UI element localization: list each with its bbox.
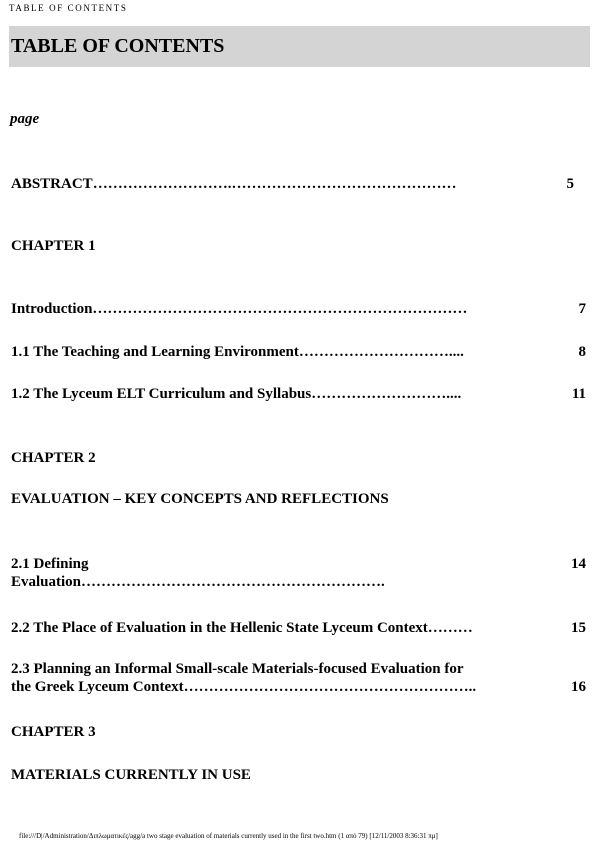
toc-entry-text: Introduction <box>11 301 93 317</box>
toc-page-number: 8 <box>578 344 586 360</box>
toc-leader-dots: ………………………….... <box>298 344 464 360</box>
toc-page-number: 11 <box>571 386 586 402</box>
toc-page-number: 7 <box>578 301 586 317</box>
toc-leader-dots: ………………………………………………………………… <box>92 301 468 317</box>
title-bar <box>9 26 590 67</box>
chapter-title-2: EVALUATION – KEY CONCEPTS AND REFLECTIONS <box>11 491 389 507</box>
toc-entry-text: 2.1 Defining <box>11 556 89 572</box>
chapter-heading-3: CHAPTER 3 <box>11 724 96 740</box>
toc-leader-dots: ……… <box>427 620 473 636</box>
toc-leader-dots: ……………………………………………………. <box>81 574 385 590</box>
toc-page-number: 5 <box>566 176 574 192</box>
toc-entry-text: 1.1 The Teaching and Learning Environment <box>11 344 299 360</box>
toc-entry-text-continued: Evaluation <box>11 574 82 590</box>
toc-entry-introduction[interactable] <box>11 300 586 318</box>
browser-print-footer: file:///D|/Administration/Διπλωματικές/agg/a two stage evaluation of materials currently used in the first two.htm (1 από 79) [12/11/2003 8:36:31 πμ] <box>19 832 438 840</box>
toc-entry-text: 2.2 The Place of Evaluation in the Hellenic State Lyceum Context <box>11 620 428 636</box>
toc-entry-text-continued: the Greek Lyceum Context <box>11 679 184 695</box>
running-head: TABLE OF CONTENTS <box>9 3 128 13</box>
toc-page-number: 14 <box>571 556 586 572</box>
toc-entry-1-2[interactable] <box>11 385 586 403</box>
toc-page-number: 16 <box>571 679 586 695</box>
toc-entry-2-2[interactable] <box>11 619 586 637</box>
toc-entry-abstract[interactable] <box>11 175 586 193</box>
toc-entry-text: 1.2 The Lyceum ELT Curriculum and Syllabus <box>11 386 312 402</box>
chapter-heading-2: CHAPTER 2 <box>11 450 96 466</box>
toc-leader-dots: ……………………….... <box>311 386 462 402</box>
toc-leader-dots: ……………………….……………………………………… <box>92 176 457 192</box>
toc-leader-dots: ………………………………………………….. <box>183 679 477 695</box>
page-title: TABLE OF CONTENTS <box>11 35 225 57</box>
toc-entry-text: ABSTRACT <box>11 176 93 192</box>
toc-entry-text: 2.3 Planning an Informal Small-scale Materials-focused Evaluation for <box>11 661 464 677</box>
page-column-label: page <box>10 111 40 127</box>
toc-entry-2-1[interactable] <box>11 555 586 591</box>
toc-entry-2-3[interactable] <box>11 660 586 696</box>
chapter-title-3: MATERIALS CURRENTLY IN USE <box>11 767 251 783</box>
toc-entry-1-1[interactable] <box>11 343 586 361</box>
chapter-heading-1: CHAPTER 1 <box>11 238 96 254</box>
toc-page-number: 15 <box>571 620 586 636</box>
